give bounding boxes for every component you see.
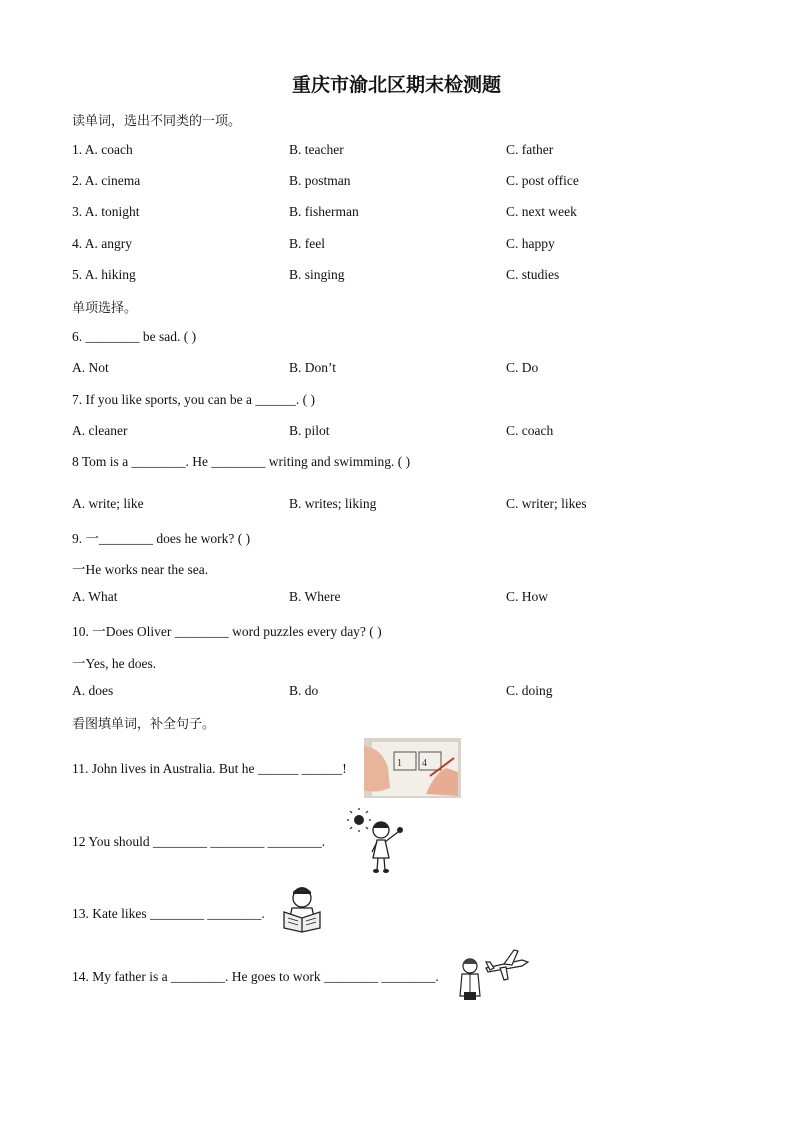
q8-option-a: A. write; like xyxy=(72,496,144,511)
boy-reading-picture xyxy=(280,886,326,936)
q1-option-c: C. father xyxy=(506,142,554,157)
q7-stem: 7. If you like sports, you can be a ______. ( ) xyxy=(72,392,315,407)
q10-answer-line: 一Yes, he does. xyxy=(72,656,157,671)
q10-stem: 10. 一Does Oliver ________ word puzzles every day? ( ) xyxy=(72,624,382,639)
q3-option-a: 3. A. tonight xyxy=(72,204,140,219)
q9-answer-line: 一He works near the sea. xyxy=(72,562,209,577)
q8-option-b: B. writes; liking xyxy=(289,496,377,511)
q9-stem: 9. 一________ does he work? ( ) xyxy=(72,531,251,546)
q10-option-c: C. doing xyxy=(506,683,553,698)
q14-sentence: 14. My father is a ________. He goes to work ________ ________. xyxy=(72,969,439,984)
q1-option-a: 1. A. coach xyxy=(72,142,133,157)
q5-option-a: 5. A. hiking xyxy=(72,267,136,282)
q9-option-b: B. Where xyxy=(289,589,341,604)
q6-stem: 6. ________ be sad. ( ) xyxy=(72,329,197,344)
q3-option-c: C. next week xyxy=(506,204,577,219)
q12-sentence: 12 You should ________ ________ ________. xyxy=(72,834,326,849)
writing-hand-picture xyxy=(364,738,461,798)
q7-option-c: C. coach xyxy=(506,423,554,438)
q9-option-c: C. How xyxy=(506,589,549,604)
girl-waving-sun-picture xyxy=(346,808,410,876)
q5-option-b: B. singing xyxy=(289,267,345,282)
q2-option-c: C. post office xyxy=(506,173,579,188)
q5-option-c: C. studies xyxy=(506,267,560,282)
q8-option-c: C. writer; likes xyxy=(506,496,587,511)
q13-sentence: 13. Kate likes ________ ________. xyxy=(72,906,265,921)
svg-text:1: 1 xyxy=(397,758,402,769)
q10-option-a: A. does xyxy=(72,683,114,698)
q10-option-b: B. do xyxy=(289,683,319,698)
q2-option-b: B. postman xyxy=(289,173,351,188)
q6-option-b: B. Don’t xyxy=(289,360,337,375)
q2-option-a: 2. A. cinema xyxy=(72,173,141,188)
q7-option-b: B. pilot xyxy=(289,423,330,438)
q7-option-a: A. cleaner xyxy=(72,423,128,438)
section-heading-odd-one-out: 读单词，选出不同类的一项。 xyxy=(72,114,242,129)
q8-stem: 8 Tom is a ________. He ________ writing and swimming. ( ) xyxy=(72,454,411,469)
q6-option-c: C. Do xyxy=(506,360,539,375)
q4-option-c: C. happy xyxy=(506,236,555,251)
q9-option-a: A. What xyxy=(72,589,118,604)
q11-sentence: 11. John lives in Australia. But he ______ ______! xyxy=(72,761,347,776)
q3-option-b: B. fisherman xyxy=(289,204,359,219)
section-heading-picture-fill: 看图填单词，补全句子。 xyxy=(72,717,216,732)
pilot-airplane-picture xyxy=(456,946,532,1002)
svg-text:4: 4 xyxy=(422,758,427,769)
q4-option-b: B. feel xyxy=(289,236,325,251)
q1-option-b: B. teacher xyxy=(289,142,344,157)
q4-option-a: 4. A. angry xyxy=(72,236,132,251)
q6-option-a: A. Not xyxy=(72,360,109,375)
page-title: 重庆市渝北区期末检测题 xyxy=(291,74,501,96)
section-heading-multiple-choice: 单项选择。 xyxy=(72,301,138,316)
